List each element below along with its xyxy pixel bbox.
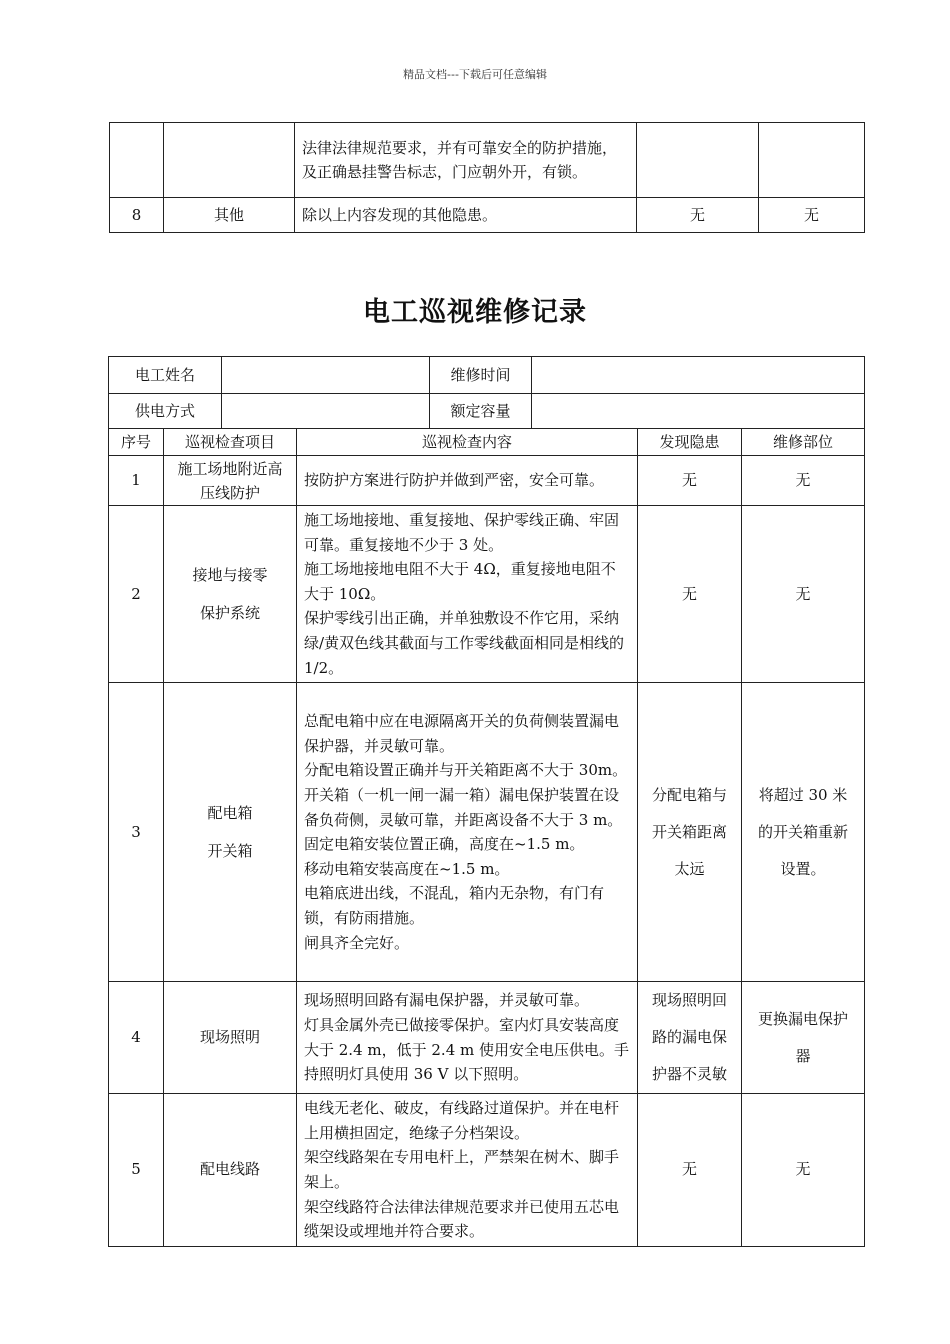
col-header-item: 巡视检查项目 bbox=[164, 429, 297, 456]
table-row bbox=[109, 982, 865, 1094]
row-item: 施工场地附近高压线防护 bbox=[164, 456, 297, 506]
table-row bbox=[110, 123, 865, 198]
inspection-items-table bbox=[108, 428, 865, 1247]
electrician-value bbox=[222, 357, 430, 394]
row-content: 法律法律规范要求，并有可靠安全的防护措施，及正确悬挂警告标志，门应朝外开，有锁。 bbox=[295, 123, 637, 198]
content-line: 现场照明回路有漏电保护器，并灵敏可靠。 bbox=[304, 991, 590, 1010]
header-note: 精品文档---下载后可任意编辑 bbox=[403, 68, 547, 81]
col-header-repair: 维修部位 bbox=[742, 429, 865, 456]
capacity-label: 额定容量 bbox=[430, 394, 532, 429]
row-repair: 无 bbox=[759, 198, 865, 233]
row-item: 配电线路 bbox=[164, 1094, 297, 1247]
continued-table bbox=[109, 122, 865, 233]
table-row bbox=[110, 198, 865, 233]
row-no: 5 bbox=[109, 1094, 164, 1247]
info-row bbox=[109, 394, 865, 429]
row-no: 8 bbox=[110, 198, 164, 233]
col-header-no: 序号 bbox=[109, 429, 164, 456]
row-hazard bbox=[637, 123, 759, 198]
repair-time-value bbox=[532, 357, 865, 394]
content-line: 分配电箱设置正确并与开关箱距离不大于 30m。 bbox=[304, 761, 628, 780]
row-item-line: 接地与接零 bbox=[192, 566, 268, 585]
capacity-value bbox=[532, 394, 865, 429]
row-hazard: 无 bbox=[638, 456, 742, 506]
row-repair: 无 bbox=[742, 456, 865, 506]
row-no: 3 bbox=[109, 683, 164, 982]
row-item bbox=[164, 506, 297, 683]
content-line: 保护零线引出正确，并单独敷设不作它用，采纳绿/黄双色线其截面与工作零线截面相同是相线的 1/2。 bbox=[304, 609, 625, 677]
row-item-line: 保护系统 bbox=[199, 604, 260, 623]
row-hazard: 无 bbox=[638, 506, 742, 683]
row-repair bbox=[759, 123, 865, 198]
row-item-line: 开关箱 bbox=[207, 842, 253, 861]
row-repair: 将超过 30 米的开关箱重新设置。 bbox=[742, 683, 865, 982]
row-content bbox=[297, 506, 638, 683]
row-content bbox=[297, 982, 638, 1094]
supply-value bbox=[222, 394, 430, 429]
row-repair: 无 bbox=[742, 506, 865, 683]
table-row bbox=[109, 683, 865, 982]
row-no: 2 bbox=[109, 506, 164, 683]
supply-label: 供电方式 bbox=[109, 394, 222, 429]
content-line: 开关箱（一机一闸一漏一箱）漏电保护装置在设备负荷侧，灵敏可靠，并距离设备不大于 3 m。 bbox=[304, 785, 623, 829]
info-row bbox=[109, 357, 865, 394]
row-no: 1 bbox=[109, 456, 164, 506]
row-item: 现场照明 bbox=[164, 982, 297, 1094]
row-hazard: 无 bbox=[637, 198, 759, 233]
table-row bbox=[109, 456, 865, 506]
row-repair: 更换漏电保护器 bbox=[742, 982, 865, 1094]
content-line: 电箱底进出线，不混乱，箱内无杂物，有门有锁，有防雨措施。 bbox=[304, 884, 605, 927]
row-content bbox=[297, 1094, 638, 1247]
electrician-label: 电工姓名 bbox=[109, 357, 222, 394]
row-hazard: 无 bbox=[638, 1094, 742, 1247]
content-line: 施工场地接地、重复接地、保护零线正确、牢固可靠。重复接地不少于 3 处。 bbox=[304, 511, 620, 554]
row-item bbox=[164, 683, 297, 982]
row-item bbox=[164, 123, 295, 198]
content-line: 架空线路符合法律法律规范要求并已使用五芯电缆架设或埋地并符合要求。 bbox=[304, 1197, 620, 1241]
content-line: 移动电箱安装高度在~1.5 m。 bbox=[304, 859, 510, 878]
row-item-line: 配电箱 bbox=[207, 804, 253, 823]
content-line: 施工场地接地电阻不大于 4Ω，重复接地电阻不大于 10Ω。 bbox=[304, 560, 616, 603]
col-header-content: 巡视检查内容 bbox=[297, 429, 638, 456]
content-line: 灯具金属外壳已做接零保护。室内灯具安装高度大于 2.4 m，低于 2.4 m 使用安全电压供电。手持照明灯具使用 36 V 以下照明。 bbox=[304, 1016, 629, 1084]
col-header-hazard: 发现隐患 bbox=[638, 429, 742, 456]
content-line: 电线无老化、破皮，有线路过道保护。并在电杆上用横担固定，绝缘子分档架设。 bbox=[304, 1099, 620, 1142]
content-line: 总配电箱中应在电源隔离开关的负荷侧装置漏电保护器，并灵敏可靠。 bbox=[304, 712, 620, 755]
table-row bbox=[109, 1094, 865, 1247]
table-row bbox=[109, 506, 865, 683]
repair-time-label: 维修时间 bbox=[430, 357, 532, 394]
content-line: 固定电箱安装位置正确，高度在~1.5 m。 bbox=[304, 835, 585, 854]
content-line: 架空线路架在专用电杆上，严禁架在树木、脚手架上。 bbox=[304, 1148, 620, 1191]
row-content: 按防护方案进行防护并做到严密，安全可靠。 bbox=[297, 456, 638, 506]
row-hazard: 现场照明回路的漏电保护器不灵敏 bbox=[638, 982, 742, 1094]
header-row bbox=[109, 429, 865, 456]
row-item: 其他 bbox=[164, 198, 295, 233]
row-no: 4 bbox=[109, 982, 164, 1094]
row-content bbox=[297, 683, 638, 982]
row-hazard: 分配电箱与开关箱距离太远 bbox=[638, 683, 742, 982]
inspection-table bbox=[108, 356, 865, 429]
row-no bbox=[110, 123, 164, 198]
row-content: 除以上内容发现的其他隐患。 bbox=[295, 198, 637, 233]
document-title: 电工巡视维修记录 bbox=[363, 297, 587, 328]
content-line: 闸具齐全完好。 bbox=[304, 933, 410, 952]
row-repair: 无 bbox=[742, 1094, 865, 1247]
